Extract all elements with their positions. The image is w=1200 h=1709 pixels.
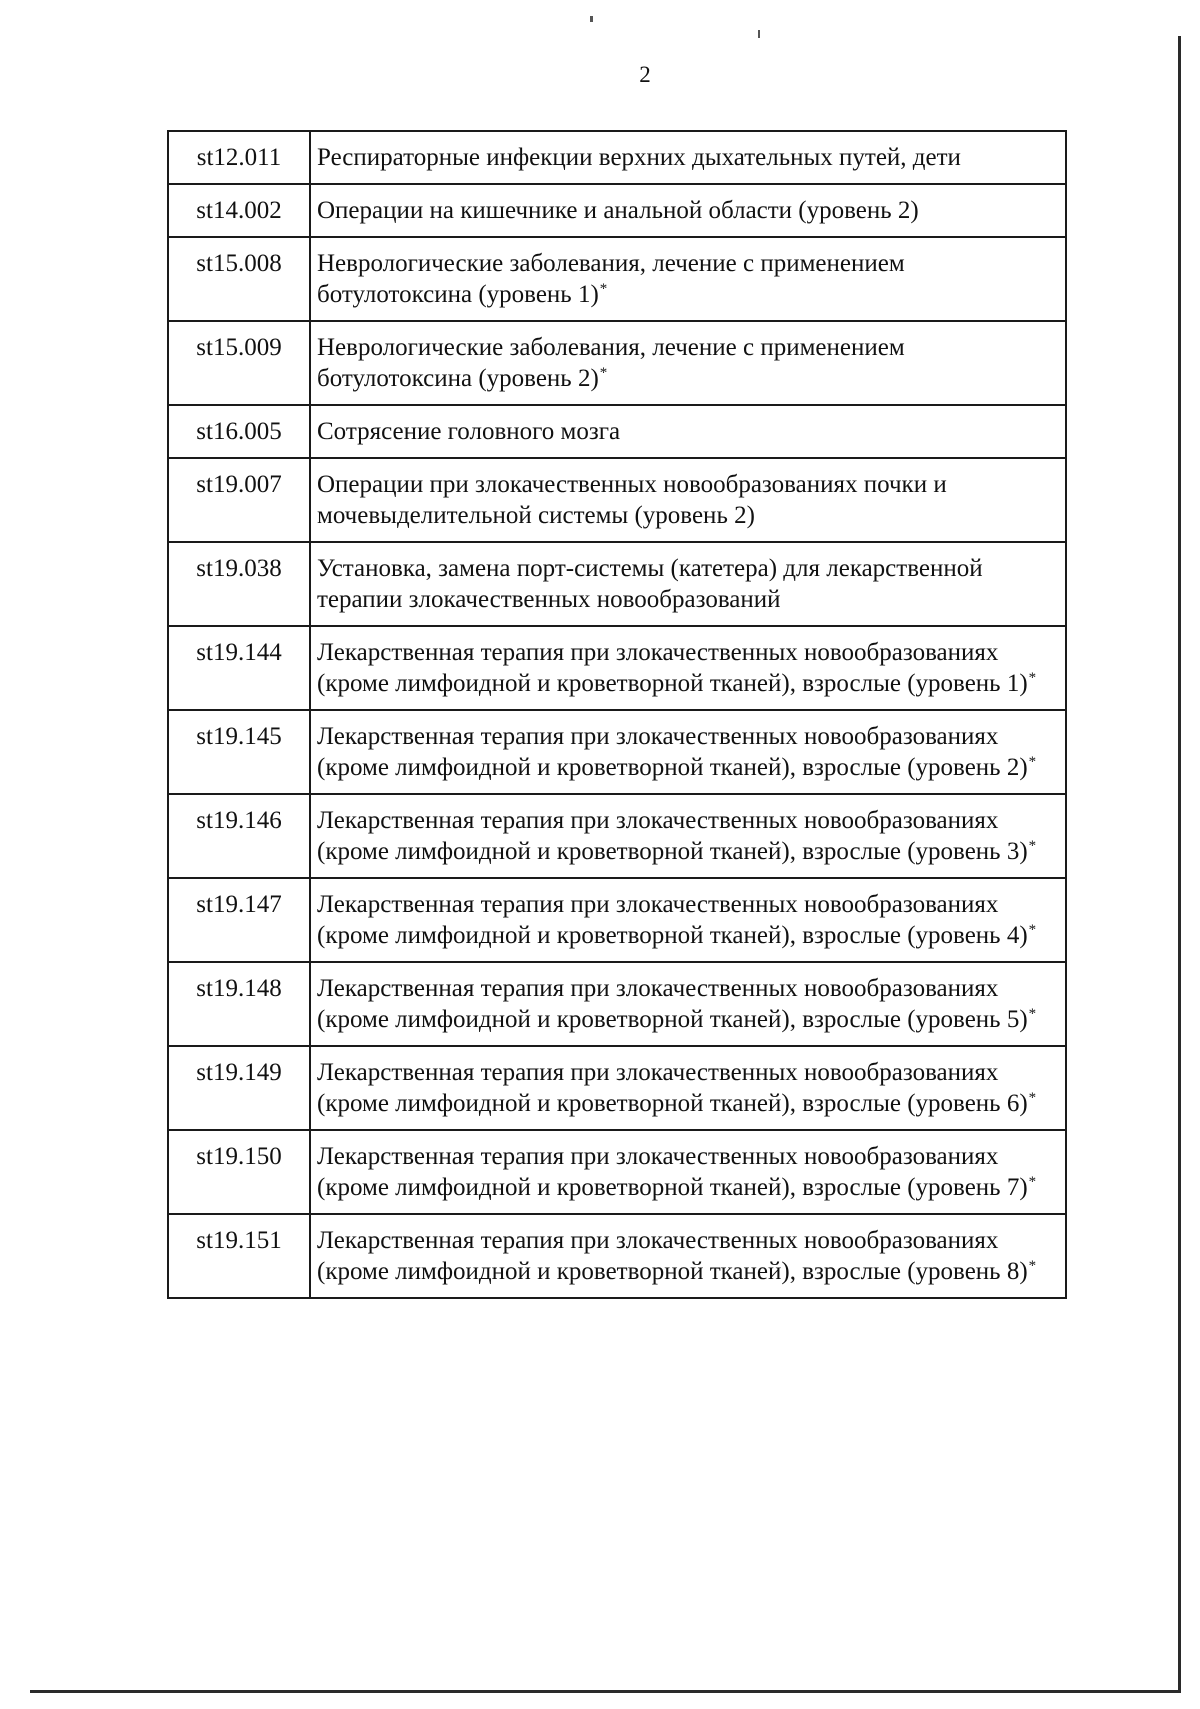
name-text: Неврологические заболевания, лечение с применением ботулотоксина (уровень 1) bbox=[317, 250, 905, 308]
scan-edge-right bbox=[1178, 36, 1181, 1691]
code-cell: st16.005 bbox=[168, 405, 310, 458]
table-row bbox=[168, 1046, 1066, 1130]
table-row bbox=[168, 794, 1066, 878]
table-row bbox=[168, 131, 1066, 184]
name-text: Сотрясение головного мозга bbox=[317, 418, 621, 445]
scan-speck bbox=[758, 30, 760, 38]
name-cell bbox=[310, 321, 1066, 405]
footnote-asterisk: * bbox=[1028, 837, 1037, 854]
table-row bbox=[168, 1214, 1066, 1298]
table-row bbox=[168, 1130, 1066, 1214]
footnote-asterisk: * bbox=[1028, 1173, 1037, 1190]
name-text: Операции на кишечнике и анальной области (уровень 2) bbox=[317, 197, 919, 224]
name-text: Респираторные инфекции верхних дыхательных путей, дети bbox=[317, 144, 961, 171]
code-table bbox=[167, 130, 1067, 1299]
name-cell bbox=[310, 794, 1066, 878]
name-cell bbox=[310, 710, 1066, 794]
table-row bbox=[168, 405, 1066, 458]
scan-edge-bottom bbox=[30, 1690, 1181, 1693]
footnote-asterisk: * bbox=[1028, 1257, 1037, 1274]
name-text: Лекарственная терапия при злокачественных новообразованиях (кроме лимфоидной и кроветворной тканей), взрослые (уровень 3) bbox=[317, 807, 1028, 865]
name-cell bbox=[310, 1046, 1066, 1130]
footnote-asterisk: * bbox=[599, 280, 608, 297]
name-cell bbox=[310, 131, 1066, 184]
code-cell: st19.144 bbox=[168, 626, 310, 710]
footnote-asterisk: * bbox=[599, 364, 608, 381]
name-text: Лекарственная терапия при злокачественных новообразованиях (кроме лимфоидной и кроветворной тканей), взрослые (уровень 8) bbox=[317, 1227, 1028, 1285]
name-cell bbox=[310, 878, 1066, 962]
table-row bbox=[168, 542, 1066, 626]
name-text: Лекарственная терапия при злокачественных новообразованиях (кроме лимфоидной и кроветворной тканей), взрослые (уровень 2) bbox=[317, 723, 1028, 781]
name-cell bbox=[310, 626, 1066, 710]
code-cell: st14.002 bbox=[168, 184, 310, 237]
name-text: Лекарственная терапия при злокачественных новообразованиях (кроме лимфоидной и кроветворной тканей), взрослые (уровень 5) bbox=[317, 975, 1028, 1033]
name-cell bbox=[310, 1130, 1066, 1214]
page-number: 2 bbox=[639, 62, 651, 87]
code-cell: st15.008 bbox=[168, 237, 310, 321]
table-row bbox=[168, 710, 1066, 794]
table-row bbox=[168, 626, 1066, 710]
footnote-asterisk: * bbox=[1028, 921, 1037, 938]
name-cell bbox=[310, 184, 1066, 237]
code-cell: st19.038 bbox=[168, 542, 310, 626]
code-cell: st19.149 bbox=[168, 1046, 310, 1130]
name-text: Лекарственная терапия при злокачественных новообразованиях (кроме лимфоидной и кроветворной тканей), взрослые (уровень 6) bbox=[317, 1059, 1028, 1117]
code-cell: st15.009 bbox=[168, 321, 310, 405]
table-row bbox=[168, 878, 1066, 962]
name-text: Установка, замена порт-системы (катетера) для лекарственной терапии злокачественных новообразований bbox=[317, 555, 983, 613]
table-row bbox=[168, 962, 1066, 1046]
name-text: Операции при злокачественных новообразованиях почки и мочевыделительной системы (уровень 2) bbox=[317, 471, 947, 529]
table-row bbox=[168, 458, 1066, 542]
name-cell bbox=[310, 542, 1066, 626]
code-cell: st19.151 bbox=[168, 1214, 310, 1298]
code-cell: st19.148 bbox=[168, 962, 310, 1046]
footnote-asterisk: * bbox=[1028, 1089, 1037, 1106]
name-cell bbox=[310, 1214, 1066, 1298]
name-cell bbox=[310, 237, 1066, 321]
code-table-body bbox=[168, 131, 1066, 1298]
code-cell: st19.145 bbox=[168, 710, 310, 794]
table-row bbox=[168, 184, 1066, 237]
code-cell: st19.150 bbox=[168, 1130, 310, 1214]
code-cell: st12.011 bbox=[168, 131, 310, 184]
code-cell: st19.007 bbox=[168, 458, 310, 542]
name-text: Лекарственная терапия при злокачественных новообразованиях (кроме лимфоидной и кроветворной тканей), взрослые (уровень 7) bbox=[317, 1143, 1028, 1201]
name-cell bbox=[310, 458, 1066, 542]
table-row bbox=[168, 321, 1066, 405]
name-text: Неврологические заболевания, лечение с применением ботулотоксина (уровень 2) bbox=[317, 334, 905, 392]
name-text: Лекарственная терапия при злокачественных новообразованиях (кроме лимфоидной и кроветворной тканей), взрослые (уровень 1) bbox=[317, 639, 1028, 697]
name-cell bbox=[310, 405, 1066, 458]
footnote-asterisk: * bbox=[1028, 1005, 1037, 1022]
code-cell: st19.147 bbox=[168, 878, 310, 962]
name-cell bbox=[310, 962, 1066, 1046]
scan-speck bbox=[590, 16, 593, 22]
name-text: Лекарственная терапия при злокачественных новообразованиях (кроме лимфоидной и кроветворной тканей), взрослые (уровень 4) bbox=[317, 891, 1028, 949]
footnote-asterisk: * bbox=[1028, 753, 1037, 770]
code-cell: st19.146 bbox=[168, 794, 310, 878]
footnote-asterisk: * bbox=[1028, 669, 1037, 686]
table-row bbox=[168, 237, 1066, 321]
